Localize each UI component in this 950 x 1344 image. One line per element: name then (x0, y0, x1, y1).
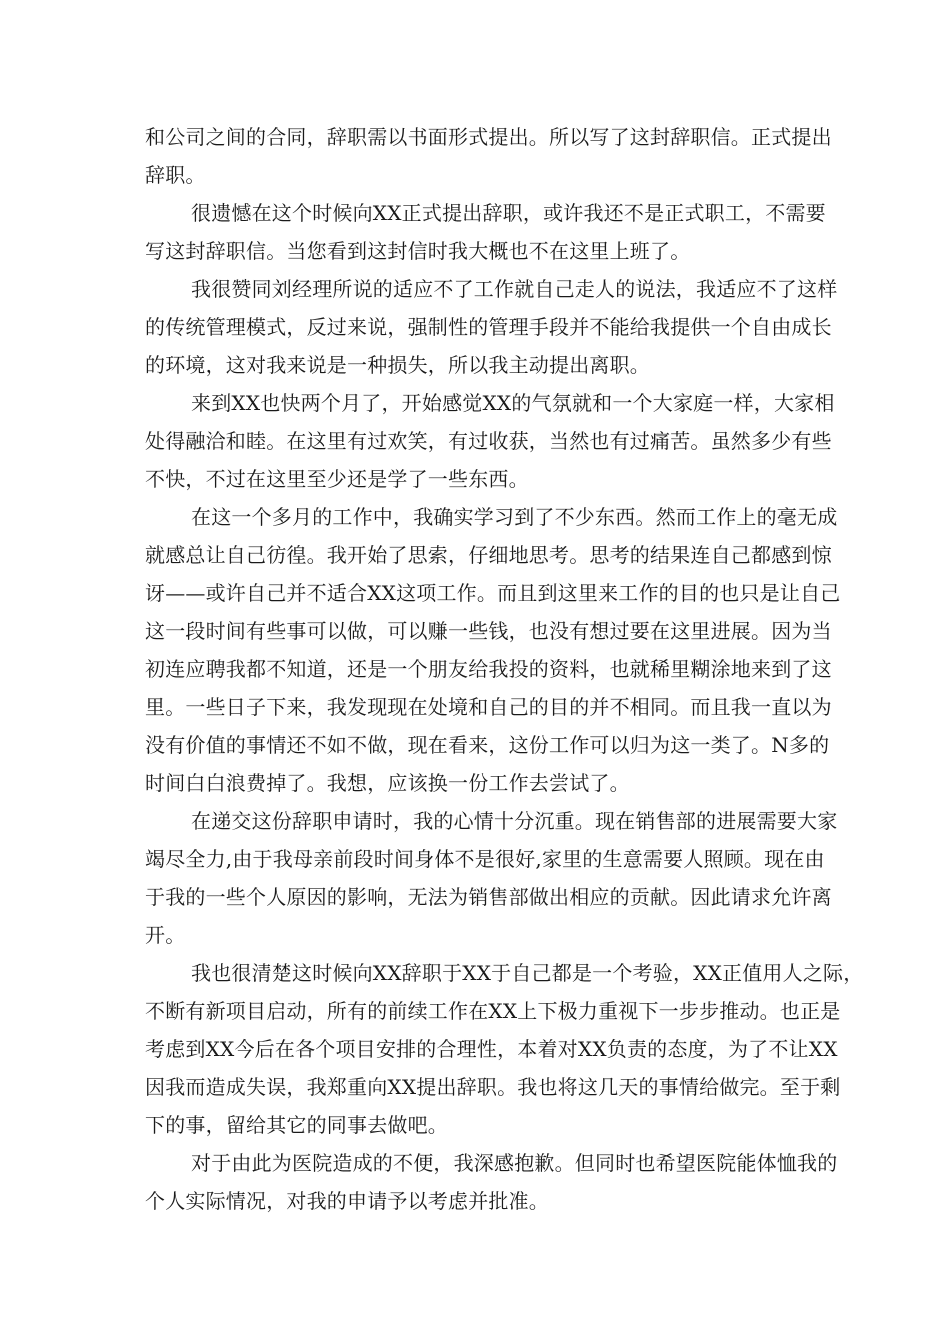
text-line: 我很赞同刘经理所说的适应不了工作就自己走人的说法，我适应不了这样 (191, 277, 838, 301)
text-line: 没有价值的事情还不如不做，现在看来，这份工作可以归为这一类了。N多的 (145, 733, 830, 757)
text-line: 里。一些日子下来，我发现现在处境和自己的目的并不相同。而且我一直以为 (145, 695, 832, 719)
paragraph (145, 384, 835, 498)
text-line: 的传统管理模式，反过来说，强制性的管理手段并不能给我提供一个自由成长 (145, 315, 832, 339)
text-line: 个人实际情况，对我的申请予以考虑并批准。 (145, 1189, 549, 1213)
text-line: 不快，不过在这里至少还是学了一些东西。 (145, 467, 529, 491)
paragraph (145, 802, 838, 954)
text-line: 在递交这份辞职申请时，我的心情十分沉重。现在销售部的进展需要大家 (191, 809, 838, 833)
text-line: 很遗憾在这个时候向XX正式提出辞职，或许我还不是正式职工，不需要 (191, 201, 826, 225)
text-line: 讶——或许自己并不适合XX这项工作。而且到这里来工作的目的也只是让自己 (145, 581, 841, 605)
text-line: 于我的一些个人原因的影响，无法为销售部做出相应的贡献。因此请求允许离 (145, 885, 832, 909)
paragraph (145, 498, 841, 802)
text-line: 辞职。 (145, 163, 206, 187)
paragraph (145, 194, 826, 270)
text-line: 和公司之间的合同，辞职需以书面形式提出。所以写了这封辞职信。正式提出 (145, 125, 832, 149)
text-line: 不断有新项目启动，所有的前续工作在XX上下极力重视下一步步推动。也正是 (145, 999, 841, 1023)
text-line: 这一段时间有些事可以做，可以赚一些钱，也没有想过要在这里进展。因为当 (145, 619, 832, 643)
text-line: 处得融洽和睦。在这里有过欢笑，有过收获，当然也有过痛苦。虽然多少有些 (145, 429, 832, 453)
text-line: 的环境，这对我来说是一种损失，所以我主动提出离职。 (145, 353, 650, 377)
text-line: 写这封辞职信。当您看到这封信时我大概也不在这里上班了。 (145, 239, 691, 263)
text-line: 来到XX也快两个月了，开始感觉XX的气氛就和一个大家庭一样，大家相 (191, 391, 835, 415)
text-line: 时间白白浪费掉了。我想，应该换一份工作去尝试了。 (145, 771, 630, 795)
letter-body (145, 118, 864, 1220)
paragraph (145, 118, 832, 194)
paragraph (145, 270, 838, 384)
text-line: 就感总让自己彷徨。我开始了思索，仔细地思考。思考的结果连自己都感到惊 (145, 543, 832, 567)
text-line: 开。 (145, 923, 186, 947)
paragraph (145, 1144, 838, 1220)
text-line: 下的事，留给其它的同事去做吧。 (145, 1113, 448, 1137)
paragraph (145, 954, 864, 1144)
text-line: 竭尽全力,由于我母亲前段时间身体不是很好,家里的生意需要人照顾。现在由 (145, 847, 825, 871)
text-line: 在这一个多月的工作中，我确实学习到了不少东西。然而工作上的毫无成 (191, 505, 838, 529)
text-line: 考虑到XX今后在各个项目安排的合理性，本着对XX负责的态度，为了不让XX (145, 1037, 838, 1061)
text-line: 对于由此为医院造成的不便，我深感抱歉。但同时也希望医院能体恤我的 (191, 1151, 838, 1175)
text-line: 因我而造成失误，我郑重向XX提出辞职。我也将这几天的事情给做完。至于剩 (145, 1075, 841, 1099)
text-line: 初连应聘我都不知道，还是一个朋友给我投的资料，也就稀里糊涂地来到了这 (145, 657, 832, 681)
text-line: 我也很清楚这时候向XX辞职于XX于自己都是一个考验，XX正值用人之际， (191, 961, 864, 985)
